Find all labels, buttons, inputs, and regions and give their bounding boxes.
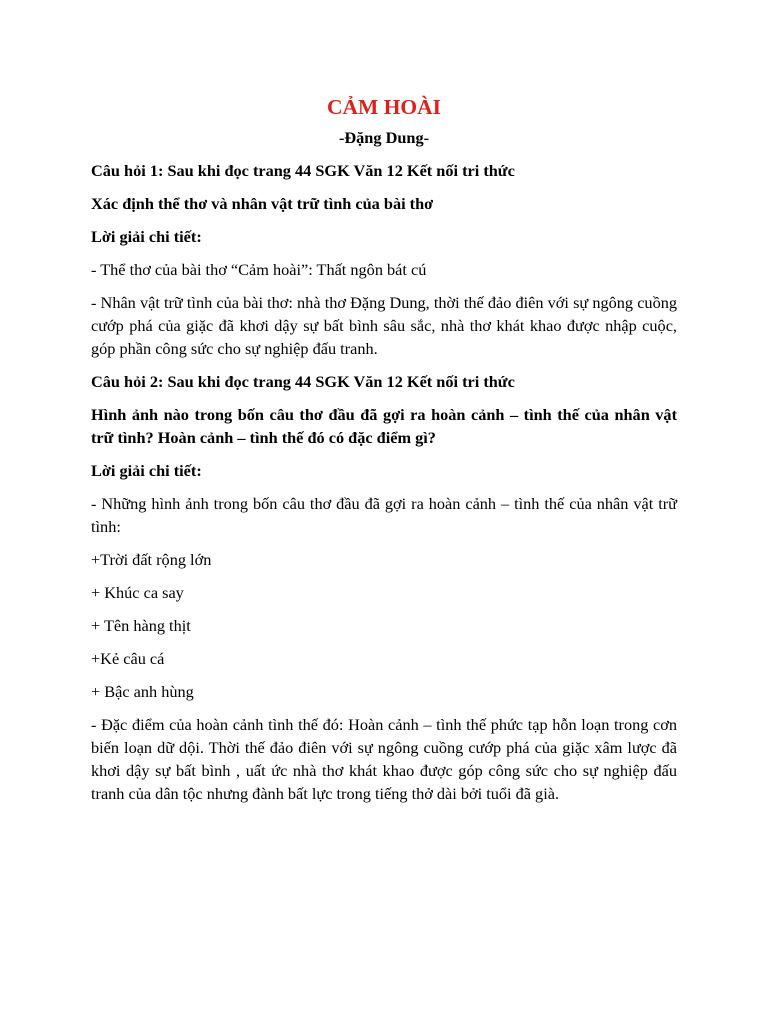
question-1-answer-2: - Nhân vật trữ tình của bài thơ: nhà thơ Đặng Dung, thời thế đảo điên với sự ngông cuồng cướp phá của giặc đã khơi dậy sự bất bình sâu sắc, nhà thơ khát khao được nhập cuộc, góp phần công sức cho sự nghiệp đấu tranh. [91,293,677,358]
list-item: +Kẻ câu cá [91,649,165,668]
document-title: CẢM HOÀI [326,95,442,119]
question-2-heading: Câu hỏi 2: Sau khi đọc trang 44 SGK Văn 12 Kết nối tri thức [91,372,515,391]
list-item: + Tên hàng thịt [91,616,191,635]
document-author: -Đặng Dung- [338,128,430,147]
list-item: +Trời đất rộng lớn [91,550,212,569]
question-1-answer-1: - Thể thơ của bài thơ “Cảm hoài”: Thất ngôn bát cú [91,260,427,279]
question-1-text: Xác định thể thơ và nhân vật trữ tình của bài thơ [91,194,434,213]
document-page [91,92,677,815]
question-1-answer-label: Lời giải chi tiết: [91,227,202,246]
question-2-conclusion: - Đặc điểm của hoàn cảnh tình thế đó: Hoàn cảnh – tình thế phức tạp hỗn loạn trong cơn biến loạn dữ dội. Thời thế đảo điên với sự ngông cuồng cướp phá của giặc xâm lược đã khơi dậy sự bất bình , uất ức nhà thơ khát khao được góp công sức cho sự nghiệp đấu tranh của dân tộc nhưng đành bất lực trong tiếng thở dài bởi tuổi đã già. [91,715,677,803]
question-2-text: Hình ảnh nào trong bốn câu thơ đầu đã gợi ra hoàn cảnh – tình thế của nhân vật trữ tình? Hoàn cảnh – tình thế đó có đặc điểm gì? [91,405,677,447]
question-2-intro: - Những hình ảnh trong bốn câu thơ đầu đã gợi ra hoàn cảnh – tình thế của nhân vật trữ tình: [91,494,677,536]
question-2-answer-label: Lời giải chi tiết: [91,461,202,480]
list-item: + Khúc ca say [91,583,184,602]
list-item: + Bậc anh hùng [91,682,194,701]
question-1-heading: Câu hỏi 1: Sau khi đọc trang 44 SGK Văn 12 Kết nối tri thức [91,161,515,180]
